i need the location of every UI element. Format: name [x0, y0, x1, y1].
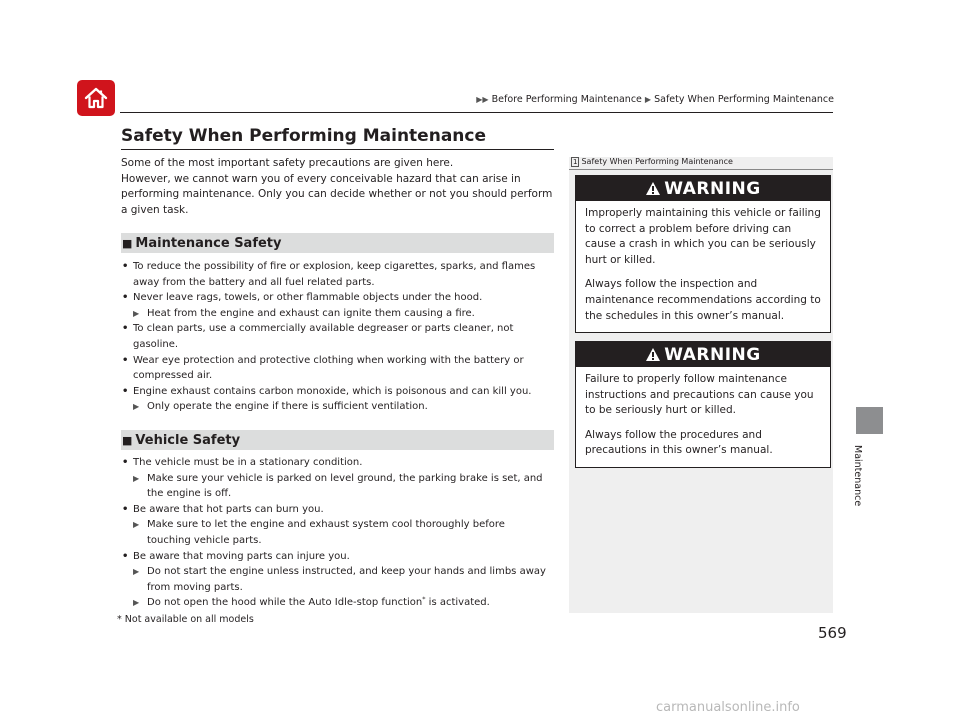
intro-line: Some of the most important safety precautions are given here.: [121, 157, 454, 169]
section-marker: ■: [122, 433, 133, 447]
title-divider: [121, 149, 554, 150]
list-text: from moving parts.: [147, 581, 243, 593]
breadcrumb-item[interactable]: Safety When Performing Maintenance: [654, 94, 834, 105]
list-item-continuation: [121, 337, 556, 353]
page-number: 569: [818, 624, 847, 642]
home-button[interactable]: [77, 80, 115, 116]
list-item: [121, 384, 556, 400]
section-heading-maintenance-safety: [121, 233, 554, 253]
list-text: To clean parts, use a commercially available degreaser or parts cleaner, not: [133, 323, 514, 335]
home-icon: [83, 86, 109, 110]
maintenance-safety-list: [121, 259, 556, 415]
warning-body: [576, 367, 830, 467]
list-text: The vehicle must be in a stationary condition.: [133, 457, 363, 468]
sidebar-marker: 1: [573, 158, 578, 166]
list-text: Be aware that moving parts can injure you.: [133, 550, 350, 562]
list-subitem: [121, 399, 556, 415]
warning-text: Always follow the inspection and maintenance recommendations according to the schedules in this owner’s manual.: [585, 278, 821, 322]
list-subitem: [121, 564, 556, 580]
section-title: Maintenance Safety: [135, 235, 282, 251]
warning-header: [576, 176, 830, 201]
list-subitem: [121, 306, 556, 322]
header-divider: [120, 112, 833, 113]
intro-paragraph: [121, 156, 561, 218]
list-subitem: [121, 517, 556, 533]
sidebar-heading-text: Safety When Performing Maintenance: [581, 157, 733, 166]
vehicle-safety-list: [121, 455, 556, 611]
list-text: Heat from the engine and exhaust can ignite them causing a fire.: [147, 307, 475, 319]
sidebar-divider: [569, 169, 833, 170]
list-text: Make sure your vehicle is parked on level ground, the parking brake is set, and: [147, 472, 543, 484]
list-item: [121, 502, 556, 518]
warning-text: Failure to properly follow maintenance instructions and precautions can cause you to be seriously hurt or killed.: [585, 373, 814, 417]
page-title: Safety When Performing Maintenance: [121, 126, 486, 146]
list-subitem: [121, 595, 556, 611]
list-text: the engine is off.: [147, 488, 232, 500]
section-marker: ■: [122, 236, 133, 250]
list-item-continuation: [121, 368, 556, 384]
breadcrumb: [474, 94, 834, 105]
intro-line: However, we cannot warn you of every conceivable hazard that can arise in: [121, 172, 521, 185]
warning-header: [576, 342, 830, 367]
warning-label: WARNING: [664, 178, 761, 199]
list-text: Do not open the hood while the Auto Idle-stop function: [147, 597, 423, 609]
list-text: Wear eye protection and protective clothing when working with the battery or: [133, 354, 524, 366]
intro-line: performing maintenance. Only you can decide whether or not you should perform: [121, 188, 553, 201]
section-heading-vehicle-safety: [121, 430, 554, 450]
section-title: Vehicle Safety: [135, 432, 241, 448]
list-text: Only operate the engine if there is sufficient ventilation.: [147, 401, 428, 413]
list-text: gasoline.: [133, 338, 179, 350]
list-subitem-continuation: [121, 533, 556, 549]
warning-box: [575, 175, 831, 333]
list-text: away from the battery and all fuel related parts.: [133, 276, 375, 288]
footnote: * Not available on all models: [117, 614, 254, 625]
section-tab-label[interactable]: Maintenance: [852, 445, 863, 507]
footnote-marker: *: [422, 595, 426, 604]
list-subitem-continuation: [121, 580, 556, 596]
list-text-tail: is activated.: [425, 597, 490, 609]
warning-label: WARNING: [664, 344, 761, 365]
warning-box: [575, 341, 831, 468]
warning-triangle-icon: [645, 347, 661, 362]
list-item: [121, 259, 556, 275]
double-arrow-icon: ▶: [644, 95, 652, 104]
section-tab-marker[interactable]: [856, 407, 883, 434]
warning-text: Always follow the procedures and precautions in this owner’s manual.: [585, 428, 773, 457]
list-item: [121, 455, 556, 471]
double-arrow-icon: ▶▶: [476, 95, 489, 104]
watermark: carmanualsonline.info: [656, 700, 800, 715]
list-text: Never leave rags, towels, or other flammable objects under the hood.: [133, 292, 483, 304]
breadcrumb-item[interactable]: Before Performing Maintenance: [491, 94, 642, 105]
list-text: touching vehicle parts.: [147, 534, 262, 546]
list-text: To reduce the possibility of fire or explosion, keep cigarettes, sparks, and flames: [133, 261, 536, 272]
intro-line: a given task.: [121, 203, 189, 216]
list-item: [121, 549, 556, 565]
warning-body: [576, 201, 830, 332]
list-text: Engine exhaust contains carbon monoxide, which is poisonous and can kill you.: [133, 385, 532, 397]
list-item: [121, 321, 556, 337]
list-item: [121, 353, 556, 369]
warning-triangle-icon: [645, 181, 661, 196]
list-item: [121, 290, 556, 306]
list-text: Do not start the engine unless instructed, and keep your hands and limbs away: [147, 566, 546, 578]
list-subitem: [121, 471, 556, 487]
list-subitem-continuation: [121, 486, 556, 502]
sidebar-heading: [571, 157, 733, 166]
warning-text: Improperly maintaining this vehicle or failing to correct a problem before driving can cause a crash in which you can be seriously hurt or killed.: [585, 207, 821, 266]
list-text: Make sure to let the engine and exhaust system cool thoroughly before: [147, 519, 505, 531]
list-text: Be aware that hot parts can burn you.: [133, 503, 324, 515]
list-text: compressed air.: [133, 370, 213, 382]
list-item-continuation: [121, 275, 556, 291]
